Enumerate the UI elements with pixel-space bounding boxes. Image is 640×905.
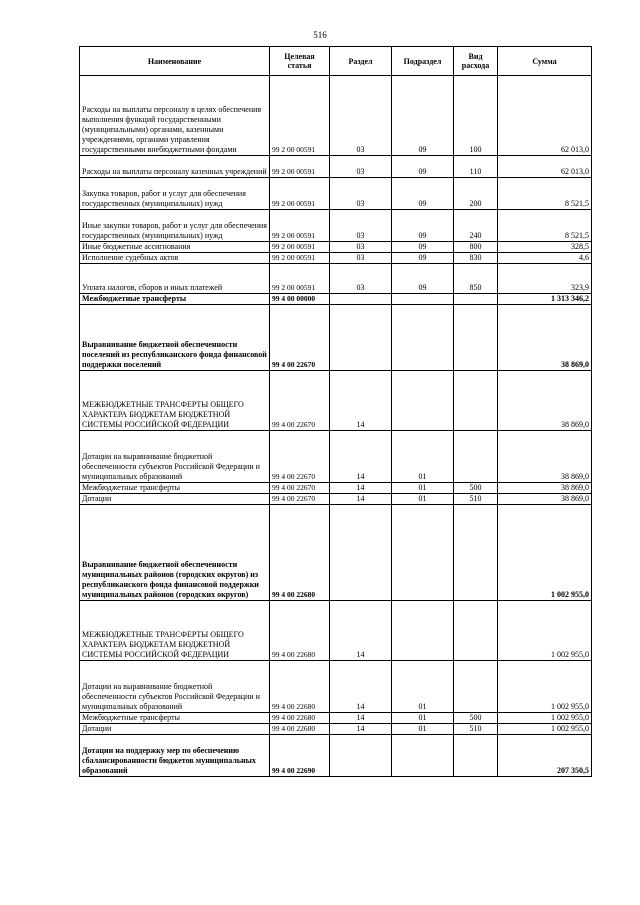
row-name: Иные бюджетные ассигнования: [80, 242, 270, 253]
row-sum: 38 869,0: [498, 483, 592, 494]
row-sum: 1 002 955,0: [498, 724, 592, 735]
row-sum: 1 002 955,0: [498, 661, 592, 713]
row-sum: 1 313 346,2: [498, 294, 592, 305]
row-code: 99 4 00 22680: [270, 661, 330, 713]
table-body: [80, 76, 592, 777]
row-code: 99 4 00 00000: [270, 294, 330, 305]
row-code: 99 4 00 22670: [270, 431, 330, 483]
row-type: 510: [454, 494, 498, 505]
table-row: [80, 294, 592, 305]
table-row: [80, 242, 592, 253]
row-code: 99 2 00 00591: [270, 264, 330, 294]
row-sum: 207 350,5: [498, 735, 592, 777]
row-section: 03: [330, 210, 392, 242]
row-name: МЕЖБЮДЖЕТНЫЕ ТРАНСФЕРТЫ ОБЩЕГО ХАРАКТЕРА БЮДЖЕТАМ БЮДЖЕТНОЙ СИСТЕМЫ РОССИЙСКОЙ ФЕДЕРАЦИИ: [80, 601, 270, 661]
row-type: 100: [454, 76, 498, 156]
row-sum: 8 521,5: [498, 210, 592, 242]
row-code: 99 2 00 00591: [270, 76, 330, 156]
row-type: 200: [454, 178, 498, 210]
row-section: 14: [330, 494, 392, 505]
row-subsection: 09: [392, 242, 454, 253]
row-subsection: 01: [392, 431, 454, 483]
row-sum: 1 002 955,0: [498, 601, 592, 661]
row-name: Дотации на поддержку мер по обеспечению сбалансированности бюджетов муниципальных образований: [80, 735, 270, 777]
table-row: [80, 305, 592, 371]
table-row: [80, 76, 592, 156]
row-section: 03: [330, 242, 392, 253]
row-type: 510: [454, 724, 498, 735]
table-row: [80, 371, 592, 431]
row-code: 99 4 00 22670: [270, 483, 330, 494]
row-subsection: 09: [392, 178, 454, 210]
row-type: [454, 601, 498, 661]
row-section: 14: [330, 371, 392, 431]
row-name: Исполнение судебных актов: [80, 253, 270, 264]
table-row: [80, 431, 592, 483]
row-type: [454, 505, 498, 601]
row-section: 03: [330, 178, 392, 210]
row-subsection: 09: [392, 76, 454, 156]
table-header: [80, 47, 592, 76]
row-section: 14: [330, 431, 392, 483]
row-section: 14: [330, 661, 392, 713]
row-name: Иные закупки товаров, работ и услуг для обеспечения государственных (муниципальных) нужд: [80, 210, 270, 242]
row-code: 99 4 00 22670: [270, 371, 330, 431]
row-section: [330, 735, 392, 777]
row-sum: 38 869,0: [498, 305, 592, 371]
row-sum: 1 002 955,0: [498, 713, 592, 724]
row-subsection: [392, 735, 454, 777]
row-code: 99 2 00 00591: [270, 253, 330, 264]
header-name: Наименование: [80, 47, 270, 76]
row-name: Межбюджетные трансферты: [80, 294, 270, 305]
row-section: 03: [330, 76, 392, 156]
row-subsection: [392, 505, 454, 601]
row-code: 99 4 00 22680: [270, 713, 330, 724]
row-sum: 4,6: [498, 253, 592, 264]
header-type: Вид расхода: [454, 47, 498, 76]
row-code: 99 4 00 22680: [270, 505, 330, 601]
table-row: [80, 483, 592, 494]
row-name: Межбюджетные трансферты: [80, 483, 270, 494]
row-type: [454, 661, 498, 713]
row-section: 03: [330, 156, 392, 178]
table-row: [80, 264, 592, 294]
row-section: [330, 305, 392, 371]
row-name: Закупка товаров, работ и услуг для обеспечения государственных (муниципальных) нужд: [80, 178, 270, 210]
row-name: Расходы на выплаты персоналу в целях обеспечения выполнения функций государственными (муниципальными) органами, казенными учреждениями, органами управления государственными внебюджетными фондами: [80, 76, 270, 156]
row-code: 99 4 00 22690: [270, 735, 330, 777]
row-subsection: [392, 294, 454, 305]
row-sum: 38 869,0: [498, 431, 592, 483]
row-type: 500: [454, 713, 498, 724]
row-type: [454, 371, 498, 431]
row-code: 99 2 00 00591: [270, 210, 330, 242]
row-type: 850: [454, 264, 498, 294]
row-sum: 323,9: [498, 264, 592, 294]
row-type: [454, 294, 498, 305]
table-row: [80, 178, 592, 210]
row-name: Межбюджетные трансферты: [80, 713, 270, 724]
table-row: [80, 494, 592, 505]
row-code: 99 2 00 00591: [270, 178, 330, 210]
row-section: [330, 505, 392, 601]
table-row: [80, 735, 592, 777]
row-sum: 328,5: [498, 242, 592, 253]
row-subsection: [392, 305, 454, 371]
row-name: Дотации: [80, 724, 270, 735]
row-type: 830: [454, 253, 498, 264]
row-section: 14: [330, 483, 392, 494]
row-name: Выравнивание бюджетной обеспеченности муниципальных районов (городских округов) из республиканского фонда финансовой поддержки муниципальных районов (городских округов): [80, 505, 270, 601]
row-sum: 38 869,0: [498, 494, 592, 505]
row-subsection: 01: [392, 713, 454, 724]
row-name: Уплата налогов, сборов и иных платежей: [80, 264, 270, 294]
row-subsection: 01: [392, 724, 454, 735]
row-subsection: 09: [392, 264, 454, 294]
row-subsection: [392, 371, 454, 431]
row-code: 99 4 00 22670: [270, 305, 330, 371]
table-row: [80, 505, 592, 601]
row-sum: 8 521,5: [498, 178, 592, 210]
row-subsection: 09: [392, 156, 454, 178]
row-section: 14: [330, 601, 392, 661]
row-sum: 38 869,0: [498, 371, 592, 431]
row-subsection: [392, 601, 454, 661]
row-type: [454, 431, 498, 483]
header-code: Целевая статья: [270, 47, 330, 76]
page-number: 516: [313, 30, 327, 40]
row-code: 99 4 00 22680: [270, 724, 330, 735]
table-row: [80, 724, 592, 735]
row-name: Дотации на выравнивание бюджетной обеспеченности субъектов Российской Федерации и муниципальных образований: [80, 661, 270, 713]
header-sum: Сумма: [498, 47, 592, 76]
row-sum: 62 013,0: [498, 76, 592, 156]
row-sum: 1 002 955,0: [498, 505, 592, 601]
row-subsection: 01: [392, 661, 454, 713]
row-section: 14: [330, 724, 392, 735]
row-name: Расходы на выплаты персоналу казенных учреждений: [80, 156, 270, 178]
row-code: 99 4 00 22670: [270, 494, 330, 505]
row-code: 99 2 00 00591: [270, 156, 330, 178]
table-row: [80, 661, 592, 713]
row-name: МЕЖБЮДЖЕТНЫЕ ТРАНСФЕРТЫ ОБЩЕГО ХАРАКТЕРА БЮДЖЕТАМ БЮДЖЕТНОЙ СИСТЕМЫ РОССИЙСКОЙ ФЕДЕРАЦИИ: [80, 371, 270, 431]
row-type: [454, 305, 498, 371]
row-name: Дотации на выравнивание бюджетной обеспеченности субъектов Российской Федерации и муниципальных образований: [80, 431, 270, 483]
header-section: Раздел: [330, 47, 392, 76]
row-subsection: 01: [392, 483, 454, 494]
row-type: 500: [454, 483, 498, 494]
table-row: [80, 156, 592, 178]
row-type: 110: [454, 156, 498, 178]
row-type: 800: [454, 242, 498, 253]
row-section: [330, 294, 392, 305]
row-subsection: 01: [392, 494, 454, 505]
row-name: Выравнивание бюджетной обеспеченности поселений из республиканского фонда финансовой поддержки поселений: [80, 305, 270, 371]
row-section: 03: [330, 264, 392, 294]
row-type: 240: [454, 210, 498, 242]
row-type: [454, 735, 498, 777]
row-subsection: 09: [392, 253, 454, 264]
row-code: 99 2 00 00591: [270, 242, 330, 253]
budget-table: [79, 46, 592, 777]
table-row: [80, 210, 592, 242]
row-sum: 62 013,0: [498, 156, 592, 178]
row-subsection: 09: [392, 210, 454, 242]
table-row: [80, 713, 592, 724]
table-row: [80, 601, 592, 661]
row-section: 14: [330, 713, 392, 724]
row-name: Дотации: [80, 494, 270, 505]
header-subsection: Подраздел: [392, 47, 454, 76]
table-row: [80, 253, 592, 264]
row-code: 99 4 00 22680: [270, 601, 330, 661]
row-section: 03: [330, 253, 392, 264]
